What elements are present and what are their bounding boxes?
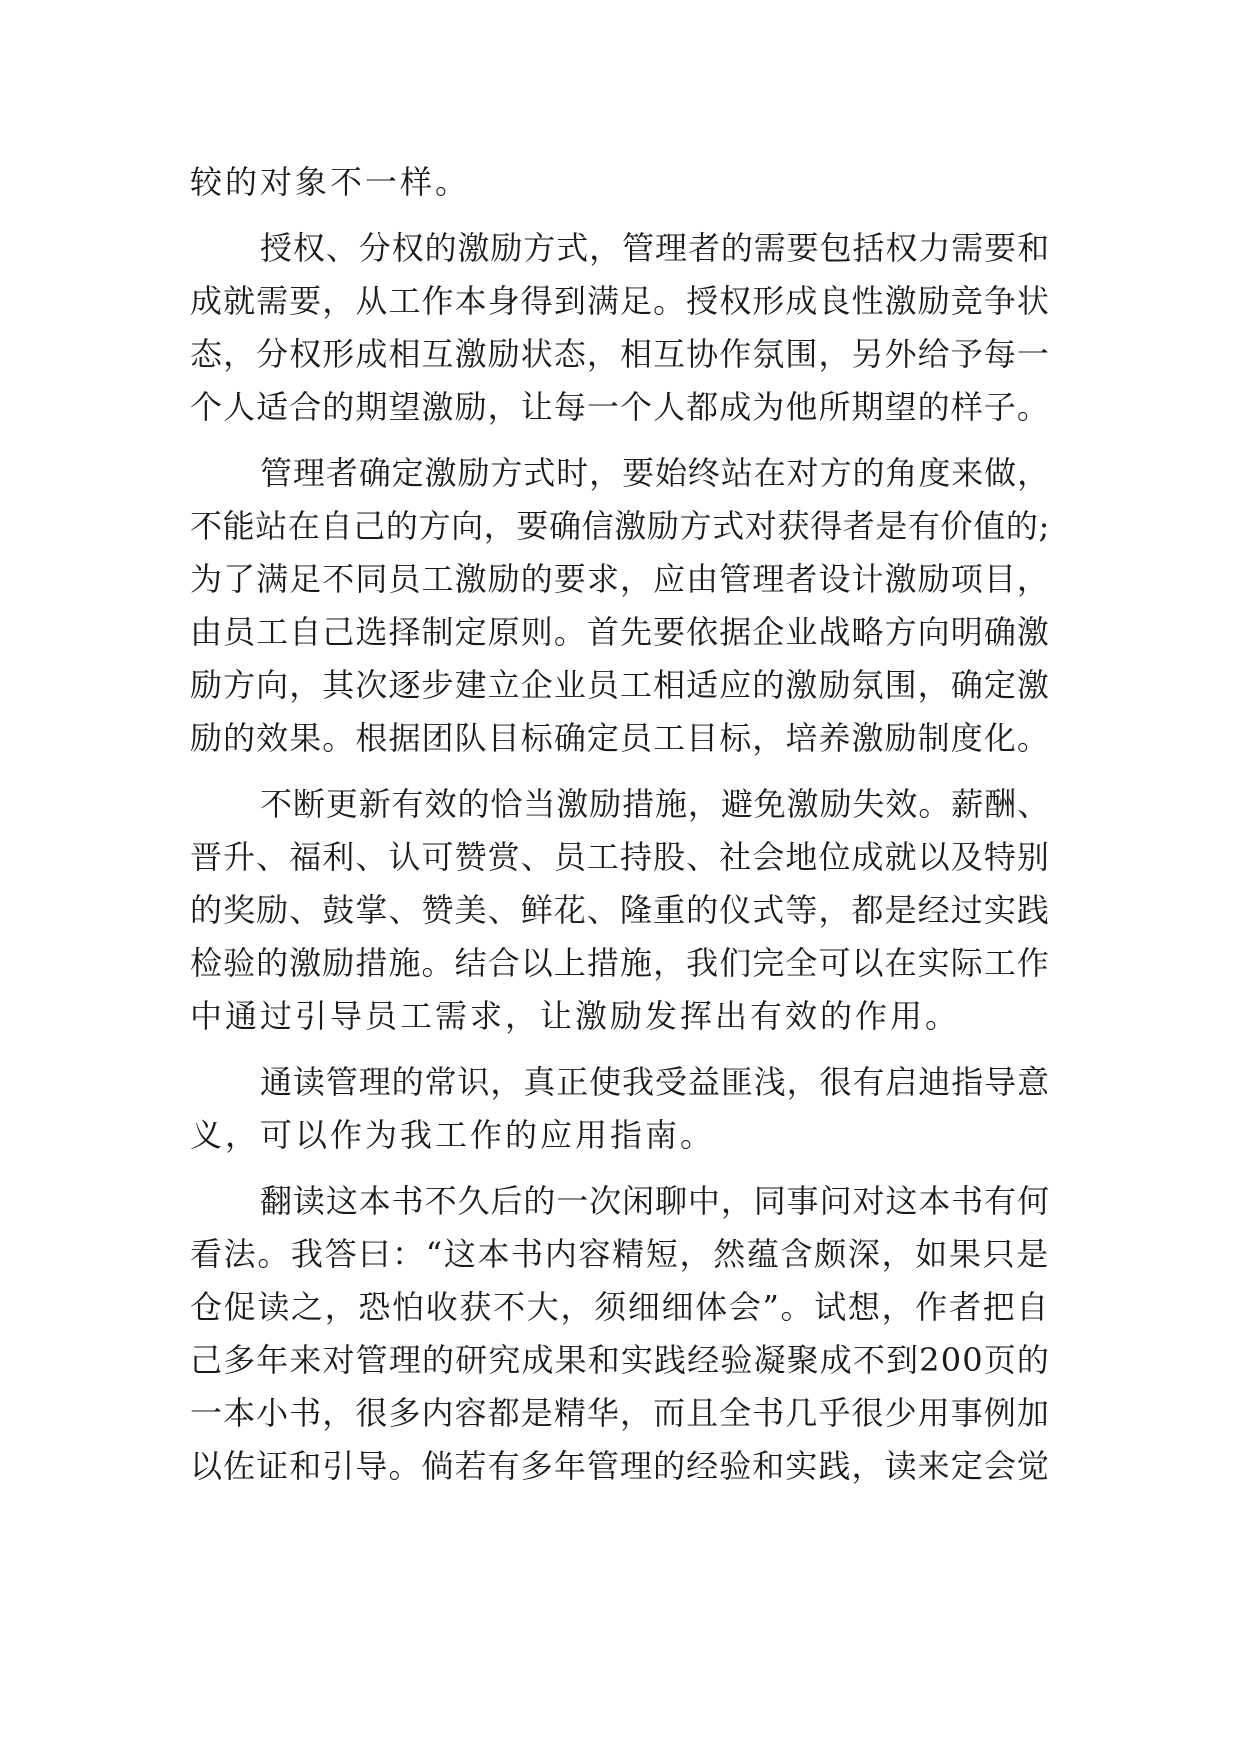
text-line: 成就需要，从工作本身得到满足。授权形成良性激励竞争状	[190, 282, 1050, 320]
text-line: 较的对象不一样。	[190, 163, 471, 201]
text-line: 仓促读之，恐怕收获不大，须细细体会”。试想，作者把自	[190, 1288, 1050, 1326]
text-line: 己多年来对管理的研究成果和实践经验凝聚成不到200页的	[190, 1341, 1050, 1379]
text-line: 的奖励、鼓掌、赞美、鲜花、隆重的仪式等，都是经过实践	[190, 891, 1050, 929]
text-line: 通读管理的常识，真正使我受益匪浅，很有启迪指导意	[260, 1063, 1050, 1101]
text-line: 不能站在自己的方向，要确信激励方式对获得者是有价值的;	[190, 507, 1050, 545]
text-line: 义，可以作为我工作的应用指南。	[190, 1116, 716, 1154]
text-line: 不断更新有效的恰当激励措施，避免激励失效。薪酬、	[260, 785, 1050, 823]
text-line: 检验的激励措施。结合以上措施，我们完全可以在实际工作	[190, 944, 1050, 982]
text-line: 授权、分权的激励方式，管理者的需要包括权力需要和	[260, 229, 1050, 267]
text-line: 一本小书，很多内容都是精华，而且全书几乎很少用事例加	[190, 1394, 1050, 1432]
text-line: 晋升、福利、认可赞赏、员工持股、社会地位成就以及特别	[190, 838, 1050, 876]
text-line: 中通过引导员工需求，让激励发挥出有效的作用。	[190, 997, 961, 1035]
text-line: 为了满足不同员工激励的要求，应由管理者设计激励项目，	[190, 560, 1050, 598]
text-line: 看法。我答曰：“这本书内容精短，然蕴含颇深，如果只是	[190, 1235, 1050, 1273]
text-line: 管理者确定激励方式时，要始终站在对方的角度来做，	[260, 454, 1050, 492]
text-line: 由员工自己选择制定原则。首先要依据企业战略方向明确激	[190, 613, 1050, 651]
body-text	[190, 156, 1050, 1493]
text-line: 态，分权形成相互激励状态，相互协作氛围，另外给予每一	[190, 335, 1050, 373]
text-line: 翻读这本书不久后的一次闲聊中，同事问对这本书有何	[260, 1182, 1050, 1220]
text-line: 励的效果。根据团队目标确定员工目标，培养激励制度化。	[190, 719, 1050, 757]
text-line: 个人适合的期望激励，让每一个人都成为他所期望的样子。	[190, 388, 1050, 426]
text-line: 励方向，其次逐步建立企业员工相适应的激励氛围，确定激	[190, 666, 1050, 704]
text-line: 以佐证和引导。倘若有多年管理的经验和实践，读来定会觉	[190, 1447, 1050, 1485]
